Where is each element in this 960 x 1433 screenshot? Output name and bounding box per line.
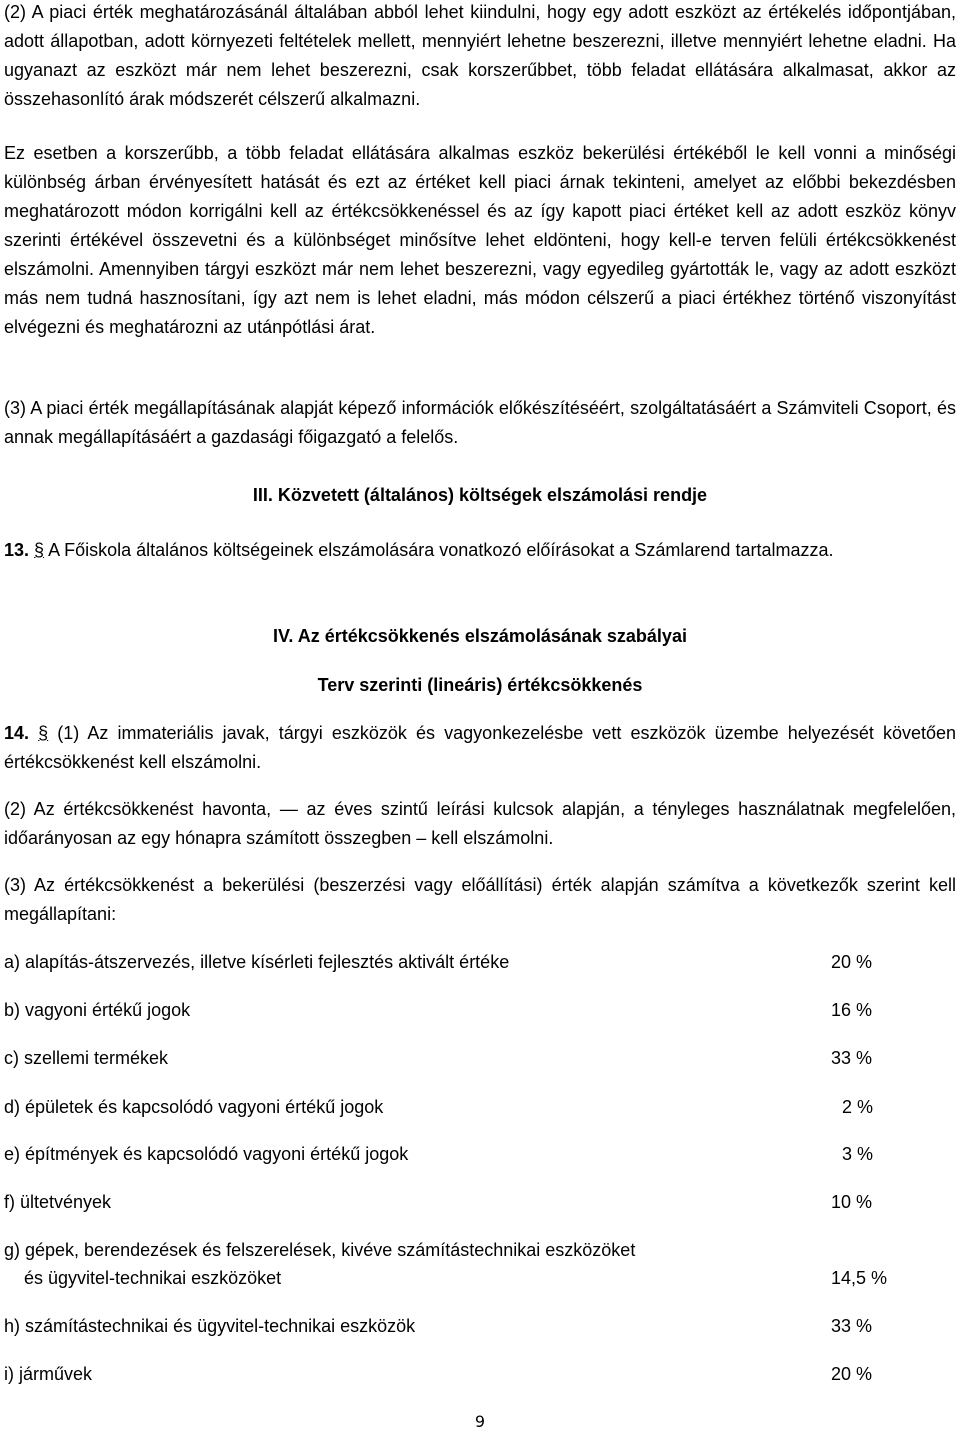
rate-row: [4, 1142, 956, 1166]
subheading-linear-depreciation: Terv szerinti (lineáris) értékcsökkenés: [317, 675, 643, 695]
rate-label: g) gépek, berendezések és felszerelések, kivéve számítástechnikai eszközöket: [4, 1240, 636, 1260]
rate-value: 33 %: [831, 1316, 873, 1336]
section-13-text: A Főiskola általános költségeinek elszámolására vonatkozó előírásokat a Számlarend tartalmazza.: [44, 540, 834, 560]
page-number: 9: [474, 1412, 486, 1431]
rate-label: b) vagyoni értékű jogok: [4, 1000, 191, 1020]
section-14-3: (3) Az értékcsökkenést a bekerülési (beszerzési vagy előállítási) érték alapján számítva a következők szerint kell megállapítani:: [4, 875, 956, 924]
section-14-number: 14.: [4, 723, 30, 743]
rate-label: és ügyvitel-technikai eszközöket: [4, 1268, 282, 1288]
rate-row: [4, 1190, 956, 1214]
section-13-mark: §: [34, 540, 45, 560]
rate-label: i) járművek: [4, 1364, 93, 1384]
rate-label: e) építmények és kapcsolódó vagyoni értékű jogok: [4, 1144, 409, 1164]
rate-value: 33 %: [831, 1048, 873, 1068]
section-13: [4, 536, 956, 565]
rate-row: [4, 1362, 956, 1386]
section-13-number: 13.: [4, 540, 30, 560]
rate-row: [4, 1238, 956, 1262]
rate-value: 2 %: [842, 1097, 874, 1117]
heading-section-IV: IV. Az értékcsökkenés elszámolásának szabályai: [273, 626, 687, 646]
section-14-1: [4, 719, 956, 777]
rate-row: [4, 1266, 956, 1290]
rate-value: 16 %: [831, 1000, 873, 1020]
rate-row: [4, 1095, 956, 1119]
rate-row: [4, 950, 956, 974]
paragraph-3: (3) A piaci érték megállapításának alapját képező információk előkészítéséért, szolgáltatásáért a Számviteli Csoport, és annak megállapításáért a gazdasági főigazgató a felelős.: [4, 398, 956, 447]
rate-row: [4, 1314, 956, 1338]
rate-value: 3 %: [842, 1144, 874, 1164]
rate-label: a) alapítás-átszervezés, illetve kísérleti fejlesztés aktivált értéke: [4, 952, 510, 972]
section-14-2: (2) Az értékcsökkenést havonta, — az éves szintű leírási kulcsok alapján, a tényleges használatnak megfelelően, időarányosan az egy hónapra számított összegben – kell elszámolni.: [4, 799, 956, 848]
rate-label: c) szellemi termékek: [4, 1048, 169, 1068]
rate-label: h) számítástechnikai és ügyvitel-technikai eszközök: [4, 1316, 416, 1336]
paragraph-2: (2) A piaci érték meghatározásánál általában abból lehet kiindulni, hogy egy adott eszközt az értékelés időpontjában, adott állapotban, adott környezeti feltételek mellett, mennyiért lehetne beszerezni, illetve mennyiért lehetne eladni. Ha ugyanazt az eszközt már nem lehet beszerezni, csak korszerűbbet, több feladat ellátására alkalmasat, akkor az összehasonlító árak módszerét célszerű alkalmazni.: [4, 2, 956, 109]
section-14-text: (1) Az immateriális javak, tárgyi eszközök és vagyonkezelésbe vett eszközök üzembe helyezését követően értékcsökkenést kell elszámolni.: [4, 723, 956, 772]
heading-section-III: III. Közvetett (általános) költségek elszámolási rendje: [252, 485, 708, 505]
rate-value: 10 %: [831, 1192, 873, 1212]
rate-label: d) épületek és kapcsolódó vagyoni értékű jogok: [4, 1097, 384, 1117]
rate-value: 20 %: [831, 1364, 873, 1384]
rate-row: [4, 1046, 956, 1070]
rate-label: f) ültetvények: [4, 1192, 112, 1212]
section-14-mark: §: [38, 723, 49, 743]
paragraph-2-continued: Ez esetben a korszerűbb, a több feladat ellátására alkalmas eszköz bekerülési értékéből le kell vonni a minőségi különbség árban érvényesített hatását és ezt az értéket kell piaci árnak tekinteni, amelyet az előbbi bekezdésben meghatározott módon korrigálni kell az értékcsökkenéssel és az így kapott piaci értéket kell az adott eszköz könyv szerinti értékével összevetni és a különbséget minősítve lehet eldönteni, hogy kell-e terven felüli értékcsökkenést elszámolni. Amennyiben tárgyi eszközt már nem lehet beszerezni, vagy egyedileg gyártották le, vagy az adott eszközt más nem tudná hasznosítani, így azt nem is lehet eladni, más módon célszerű a piaci értékhez történő viszonyítást elvégezni és meghatározni az utánpótlási árat.: [4, 143, 956, 337]
rate-value: 20 %: [831, 952, 873, 972]
rate-value: 14,5 %: [831, 1268, 888, 1288]
rate-row: [4, 998, 956, 1022]
